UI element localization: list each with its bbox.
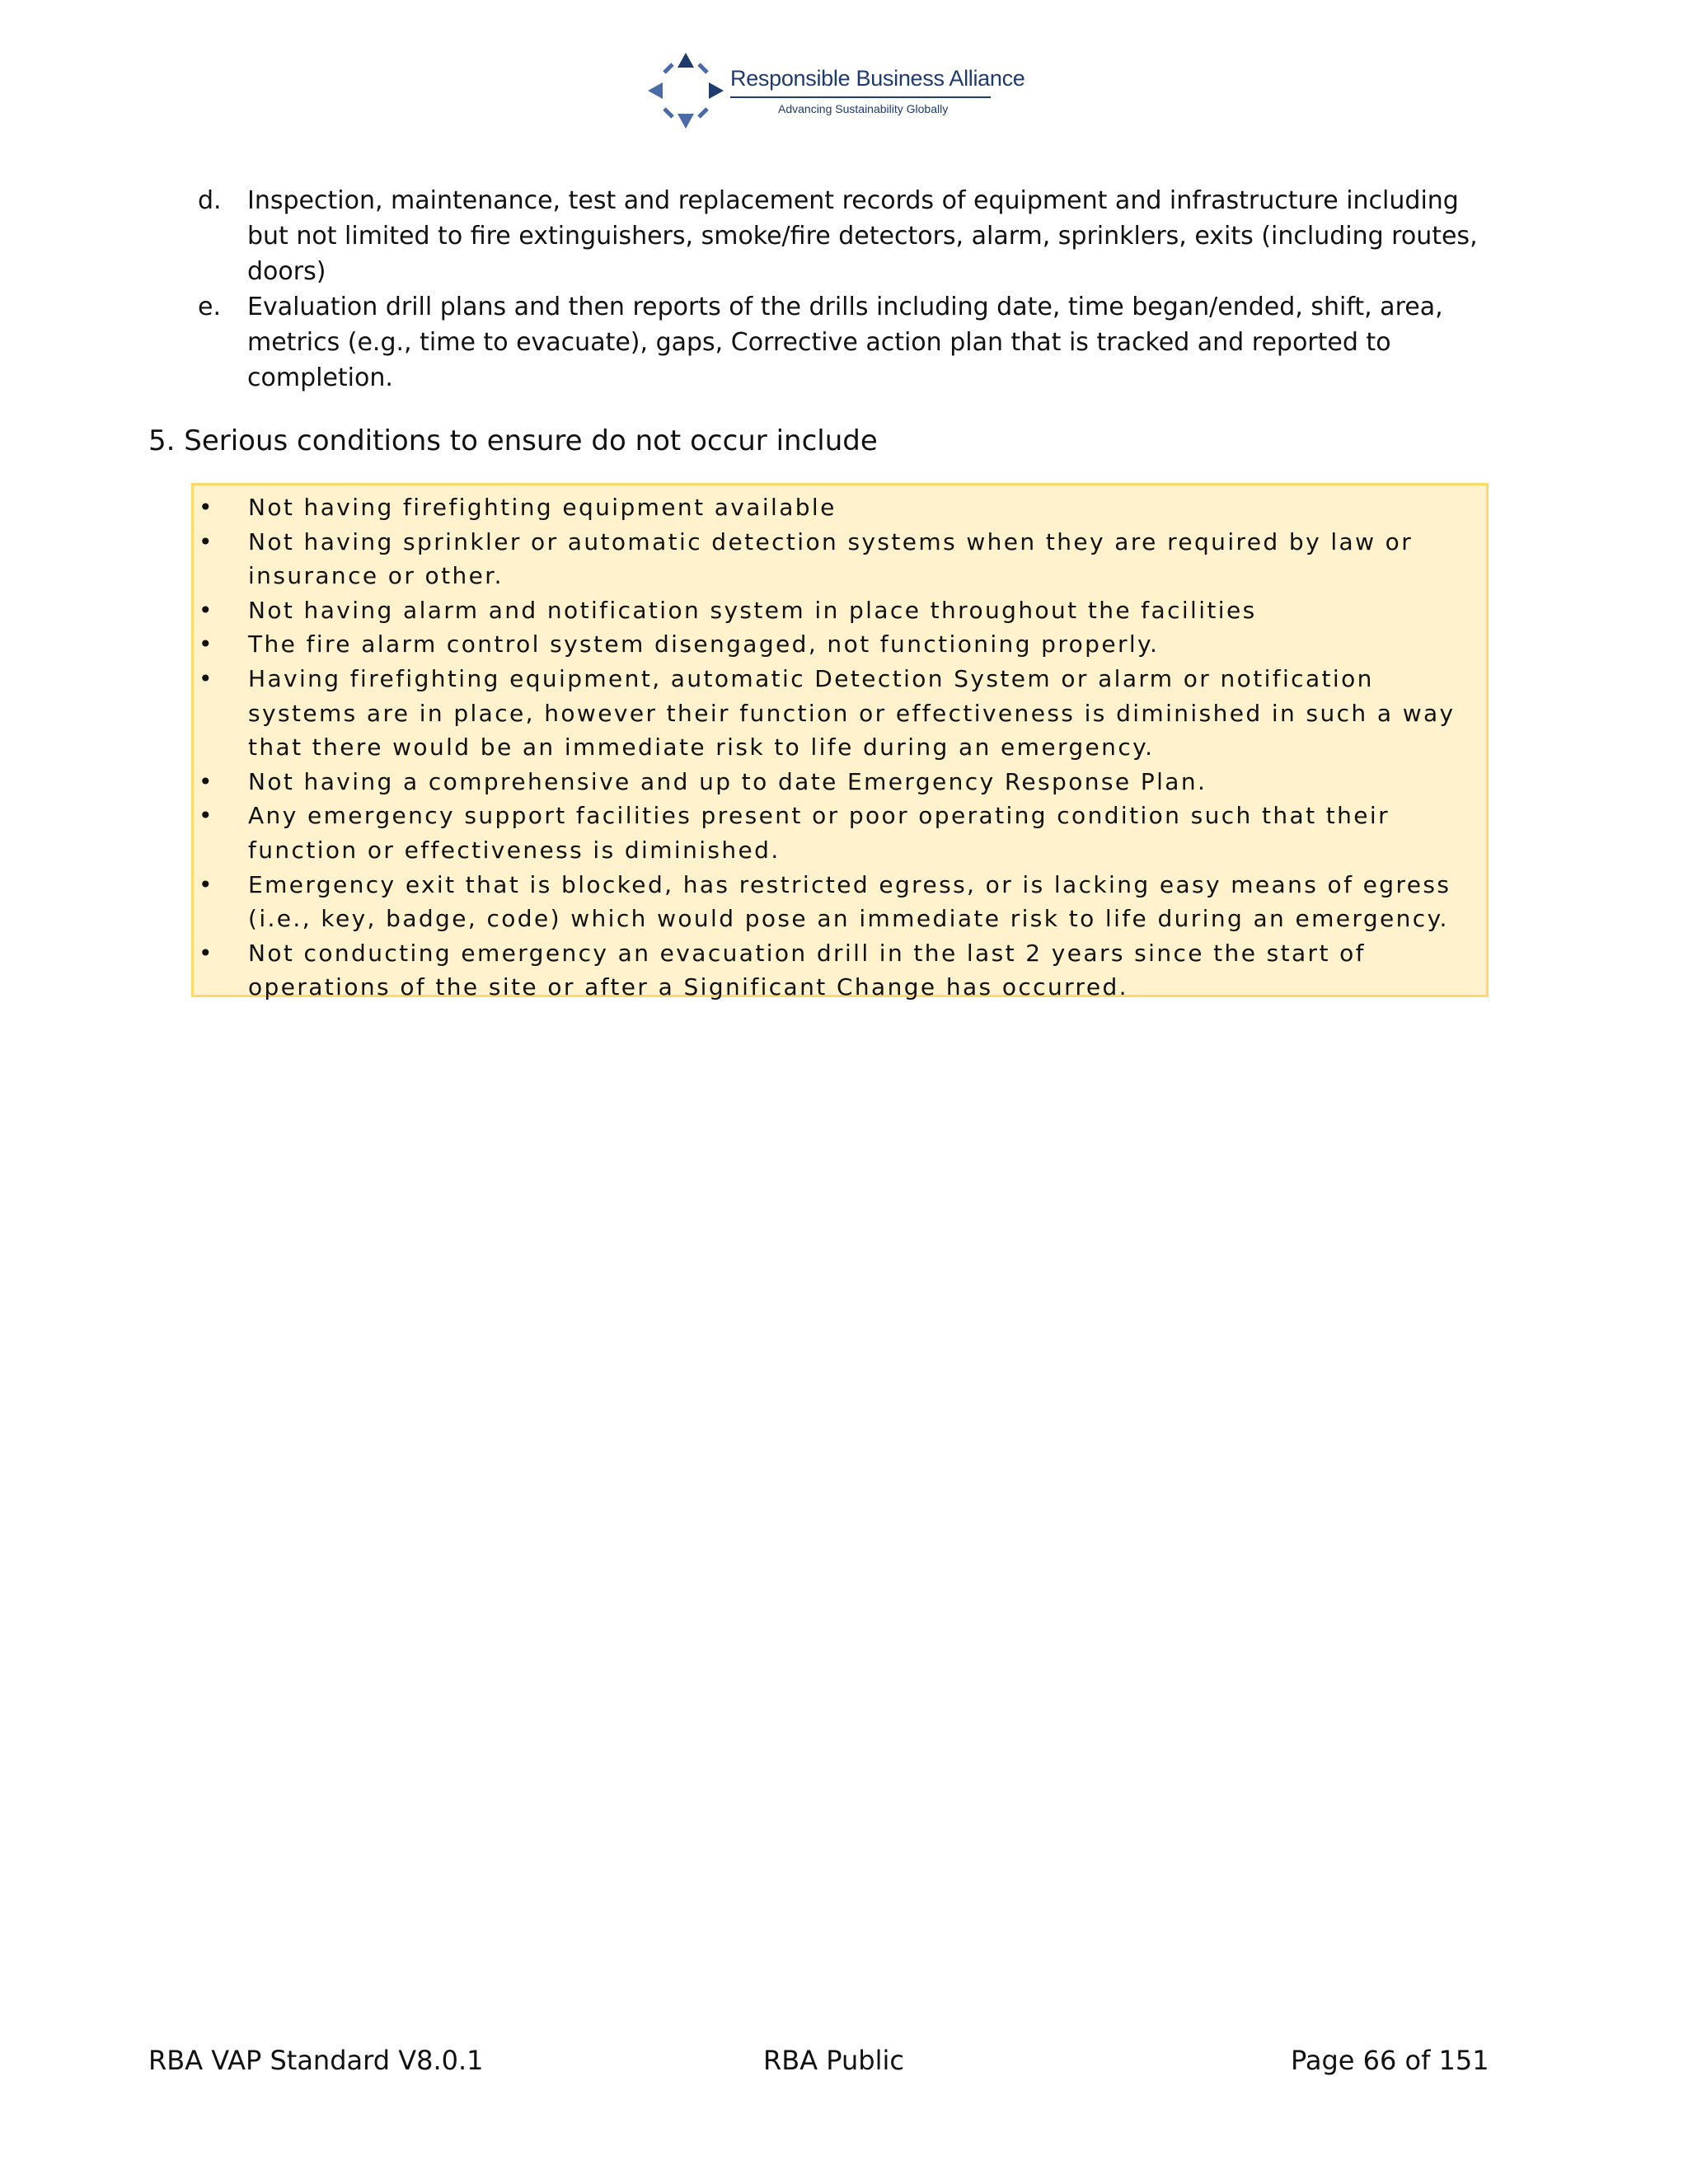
compass-logo-icon bbox=[645, 49, 727, 132]
list-item-text: Any emergency support facilities present or poor operating condition such that their function or effectiveness is diminished. bbox=[248, 802, 1390, 864]
list-item bbox=[198, 289, 1500, 396]
section-heading: 5. Serious conditions to ensure do not occur include bbox=[148, 424, 878, 457]
list-item bbox=[194, 593, 1486, 628]
list-item-text: Not having alarm and notification system in place throughout the facilities bbox=[248, 596, 1257, 624]
list-item-text: The fire alarm control system disengaged, not functioning properly. bbox=[248, 630, 1160, 658]
list-item bbox=[198, 183, 1500, 289]
list-item-text: Evaluation drill plans and then reports of the drills including date, time began/ended, shift, area, metrics (e.g., time to evacuate), gaps, Corrective action plan that is tracked and reported to completion. bbox=[247, 293, 1443, 392]
footer-document-title: RBA VAP Standard V8.0.1 bbox=[148, 2045, 484, 2076]
list-marker: e. bbox=[198, 293, 221, 321]
rba-logo bbox=[645, 49, 1025, 132]
list-item bbox=[194, 799, 1486, 867]
bullet-icon: • bbox=[199, 527, 213, 555]
list-marker: d. bbox=[198, 186, 222, 215]
list-item bbox=[194, 490, 1486, 525]
list-item-text: Not conducting emergency an evacuation drill in the last 2 years since the start of operations of the site or after a Significant Change has occurred. bbox=[248, 939, 1366, 1001]
list-item bbox=[194, 936, 1486, 1005]
list-item-text: Not having firefighting equipment available bbox=[248, 494, 837, 521]
bullet-icon: • bbox=[199, 802, 213, 830]
list-item bbox=[194, 662, 1486, 765]
serious-conditions-box bbox=[191, 483, 1489, 1001]
requirements-list bbox=[198, 183, 1500, 396]
bullet-icon: • bbox=[199, 630, 213, 658]
bullet-icon: • bbox=[199, 664, 213, 692]
list-item-text: Not having sprinkler or automatic detection systems when they are required by law or insurance or other. bbox=[248, 527, 1414, 590]
logo-tagline: Advancing Sustainability Globally bbox=[778, 102, 949, 115]
list-item bbox=[194, 525, 1486, 593]
list-item bbox=[194, 765, 1486, 799]
bullet-icon: • bbox=[199, 939, 213, 967]
bullet-icon: • bbox=[199, 494, 213, 521]
list-item-text: Not having a comprehensive and up to date Emergency Response Plan. bbox=[248, 767, 1207, 795]
list-item bbox=[194, 868, 1486, 936]
bullet-icon: • bbox=[199, 767, 213, 795]
list-item-text: Having firefighting equipment, automatic Detection System or alarm or notification systems are in place, however their function or effectiveness is diminished in such a way that there would be an immediate risk to life during an emergency. bbox=[248, 664, 1456, 762]
list-item-text: Inspection, maintenance, test and replacement records of equipment and infrastructure including but not limited to fire extinguishers, smoke/fire detectors, alarm, sprinklers, exits (including routes, doors) bbox=[247, 186, 1478, 286]
list-item-text: Emergency exit that is blocked, has restricted egress, or is lacking easy means of egress (i.e., key, badge, code) which would pose an immediate risk to life during an emergency. bbox=[248, 870, 1451, 933]
list-item bbox=[194, 627, 1486, 662]
bullet-icon: • bbox=[199, 596, 213, 624]
logo-name: Responsible Business Alliance bbox=[730, 66, 1025, 91]
logo-divider bbox=[730, 96, 991, 98]
bullet-icon: • bbox=[199, 870, 213, 898]
serious-conditions-list bbox=[194, 485, 1486, 1005]
footer-classification: RBA Public bbox=[763, 2045, 904, 2076]
footer-page-number: Page 66 of 151 bbox=[1291, 2045, 1489, 2076]
